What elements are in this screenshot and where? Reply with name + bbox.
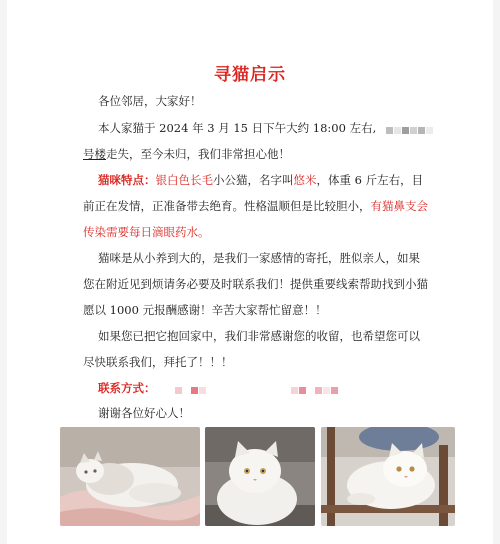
lost-status-text: 走失，至今未归，我们非常担心他！	[106, 147, 290, 161]
cat-name: 悠米	[293, 173, 317, 187]
illness-text1: 有猫鼻支会	[370, 199, 428, 213]
cat-photo-1	[60, 427, 200, 526]
features-line1	[98, 172, 423, 188]
notice-title: 寻猫启示	[214, 65, 286, 85]
lost-time-text: 本人家猫于 2024 年 3 月 15 日下午大约 18:00 左右,	[98, 121, 377, 135]
fur-color: 银白色长毛	[155, 173, 213, 187]
thanks: 谢谢各位好心人！	[98, 406, 190, 420]
redacted-contact-mosaic-2	[291, 382, 339, 396]
para3-line1: 猫咪是从小养到大的，是我们一家感情的寄托，胜似亲人，如果	[98, 251, 420, 265]
features-personality: 前正在发情，正准备带去绝育。性格温顺但是比较胆小，	[83, 199, 371, 213]
redacted-contact-mosaic-1	[175, 382, 207, 396]
illness-text2: 传染需要每日滴眼药水。	[83, 225, 210, 239]
features-text2: ，体重 6 斤左右，目	[316, 173, 424, 187]
cat-photo-2	[205, 427, 315, 526]
greeting: 各位邻居，大家好！	[98, 94, 202, 108]
para3-line2: 您在附近见到烦请务必要及时联系我们！提供重要线索帮助找到小猫	[83, 277, 428, 291]
features-line3	[83, 224, 210, 240]
building-number: 号楼	[83, 147, 106, 161]
redacted-address-mosaic	[386, 122, 434, 136]
features-text1: 小公猫，名字叫	[213, 173, 294, 187]
cat-photo-3	[321, 427, 455, 526]
features-line2	[83, 198, 428, 214]
features-label: 猫咪特点：	[98, 173, 156, 187]
contact-line	[98, 380, 339, 396]
para1-line1	[98, 120, 434, 136]
para3-line3: 愿以 1000 元报酬感谢！辛苦大家帮忙留意！！	[83, 303, 327, 317]
para1-line2	[83, 146, 290, 162]
para4-line1: 如果您已把它抱回家中，我们非常感谢您的收留，也希望您可以	[98, 329, 420, 343]
lost-cat-notice	[7, 0, 493, 544]
para4-line2: 尽快联系我们，拜托了！！！	[83, 355, 233, 369]
contact-label: 联系方式：	[98, 381, 156, 395]
